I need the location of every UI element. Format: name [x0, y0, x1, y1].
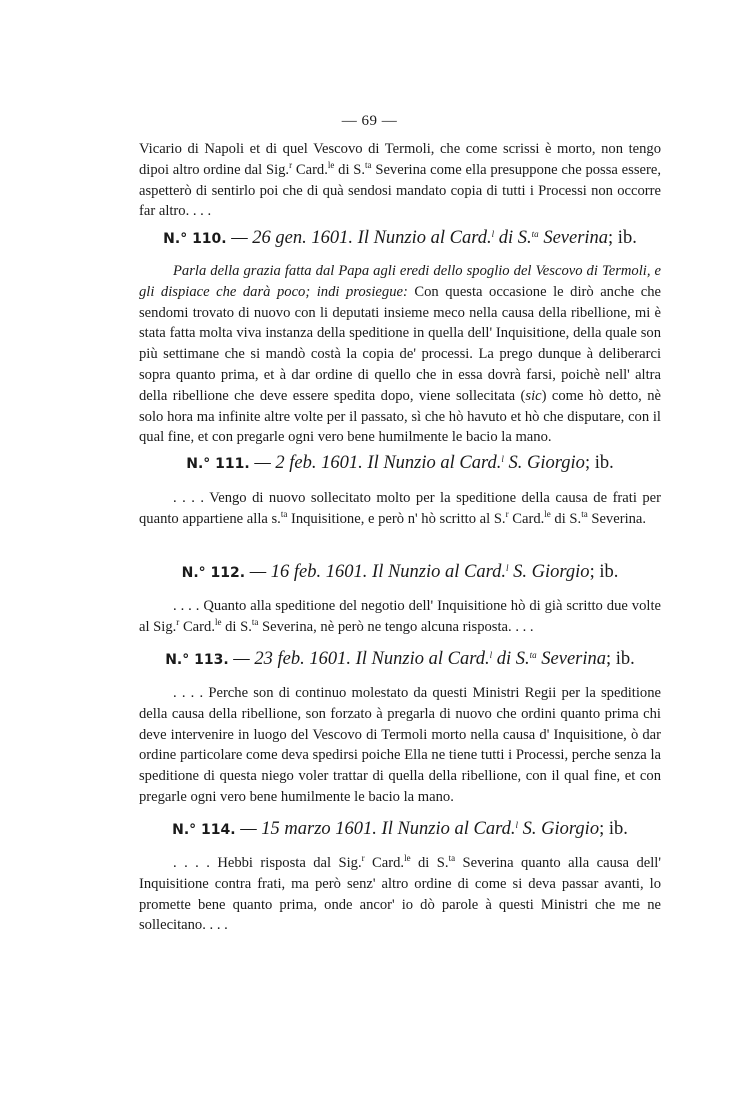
heading-text	[139, 817, 661, 842]
letter-source-ref: ; ib.	[608, 228, 637, 248]
letter-correspondents: Il Nunzio al Card.$^l$ S. Giorgio	[367, 453, 585, 473]
letter-correspondents: Il Nunzio al Card.$^l$ di S.$^{ta}$ Severina	[355, 649, 606, 669]
letter-body-110	[139, 261, 661, 448]
letter-heading-110	[139, 226, 661, 251]
letter-correspondents: Il Nunzio al Card.$^l$ S. Giorgio	[381, 819, 600, 839]
letter-date: — 23 feb. 1601.	[228, 649, 356, 669]
letter-number: N.° 114.	[172, 822, 236, 838]
heading-text	[139, 226, 661, 251]
letter-correspondents: Il Nunzio al Card.$^l$ di S.$^{ta}$ Severina	[357, 228, 609, 248]
page-number: — 69 —	[341, 113, 398, 129]
letter-date: — 26 gen. 1601.	[226, 228, 358, 248]
letter-body-114	[139, 853, 661, 936]
letter-body-112	[139, 596, 661, 638]
letter-source-ref: ; ib.	[584, 453, 614, 473]
letter-heading-112	[139, 560, 661, 585]
letter-body-111	[139, 488, 661, 530]
letter-heading-114	[139, 817, 661, 842]
letter-date: — 16 feb. 1601.	[245, 562, 373, 582]
letter-body-113	[139, 683, 661, 808]
letter-source-ref: ; ib.	[599, 819, 628, 839]
letter-source-ref: ; ib.	[589, 562, 619, 582]
opening-paragraph	[139, 139, 661, 220]
letter-number: N.° 113.	[165, 652, 229, 668]
paragraph-text: . . . . Perche son di continuo molestato da questi Ministri Regii per la speditione della causa della ribellione, son forzato à pregarla di nuovo che ordini quanto prima chi deve intervenire in luogo del Vescovo di Termoli morto nella causa d' Inquisitione, ò dar ordine particolare come deva spedirsi poiche Ella ne tiene tutti i Processi, perche senza la speditione di questa niego voler trattar di quella della ribellione, con il qual fine, et con pregarle ogni vero bene humilmente le bacio la mano.	[139, 685, 661, 805]
letter-number: N.° 112.	[181, 565, 246, 581]
heading-text	[139, 647, 661, 672]
letter-heading-111	[139, 451, 661, 476]
letter-correspondents: Il Nunzio al Card.$^l$ S. Giorgio	[372, 562, 590, 582]
paragraph-text: . . . . Quanto alla speditione del negotio dell' Inquisitione hò di già scritto due volte al Sig.$^r$ Card.$^{le}$ di S.$^{ta}$ Severina, nè però ne tengo alcuna risposta. . . .	[139, 598, 661, 635]
letter-date: — 15 marzo 1601.	[235, 819, 382, 839]
paragraph-text: Parla della grazia fatta dal Papa agli eredi dello spoglio del Vescovo di Termoli, e gli dispiace che darà poco; indi prosiegue: Con questa occasione le dirò anche che sendomi trovato di nuovo con li deputati insieme meco nella causa della ribellione, mi è stata fatta molta viva instanza della speditione in quella dell' Inquisitione, della quale son più settimane che si mandò costà la copia de' processi. La prego dunque à deliberarci sopra quanto prima, et à dar ordine di quello che in essa dovrà farsi, poichè nell' altra della ribellione che deve essere spedita dopo, viene sollecitata (sic) come hò detto, nè solo hora ma infinite altre volte per il passato, sì che hò havuto et hò che disputare, con il qual fine, et con pregarle ogni vero bene humilmente le bacio la mano.	[139, 263, 661, 446]
paragraph-text: . . . . Hebbi risposta dal Sig.$^r$ Card.$^{le}$ di S.$^{ta}$ Severina quanto alla causa dell' Inquisitione contra frati, ma però senz' altro ordine di come si deva passar avanti, lo promette bene quanto prima, onde ancor' io dò parole à questi Ministri che me ne sollecitano. . . .	[139, 853, 661, 934]
heading-text	[139, 451, 661, 476]
paragraph-text: Vicario di Napoli et di quel Vescovo di Termoli, che come scrissi è morto, non tengo dipoi altro ordine dal Sig.$^r$ Card.$^{le}$ di S.$^{ta}$ Severina come ella presuppone che possa essere, aspetterò di sentirlo poi che di quà sendosi mandato copia di tutti i Processi non occorre far altro. . . .	[139, 141, 661, 220]
letter-source-ref: ; ib.	[606, 649, 635, 669]
letter-date: — 2 feb. 1601.	[249, 453, 368, 473]
heading-text	[139, 560, 661, 585]
paragraph-text: . . . . Vengo di nuovo sollecitato molto per la speditione della causa de frati per quanto appartiene alla s.$^{ta}$ Inquisitione, e però n' hò scritto al S.$^r$ Card.$^{le}$ di S.$^{ta}$ Severina.	[139, 490, 661, 527]
letter-number: N.° 110.	[163, 231, 227, 247]
letter-number: N.° 111.	[186, 456, 250, 472]
letter-heading-113	[139, 647, 661, 672]
